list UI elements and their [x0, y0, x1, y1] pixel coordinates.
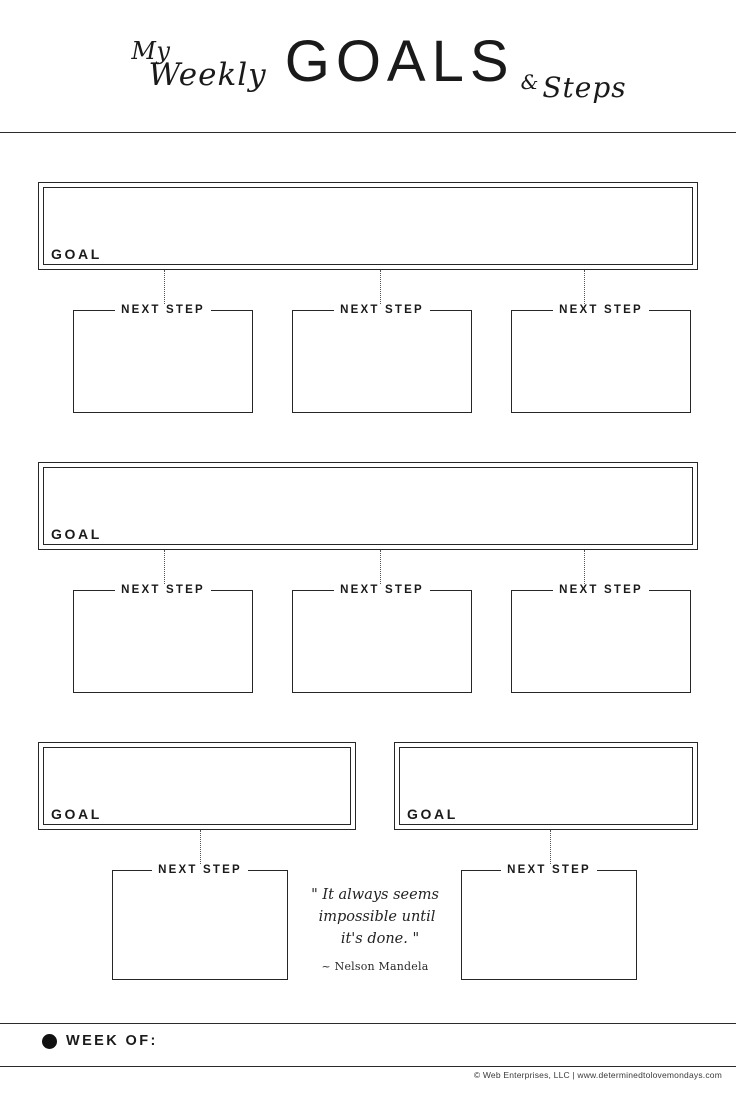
bullet-icon — [42, 1034, 57, 1049]
step-label-2-1 — [74, 583, 252, 598]
step-box-3-1[interactable] — [112, 864, 288, 980]
step-box-1-3[interactable] — [511, 304, 691, 413]
step-box-2-2[interactable] — [292, 584, 472, 693]
title-word-ampersand: & — [520, 70, 539, 94]
step-label-text-1-2: NEXT STEP — [334, 304, 430, 316]
footer-divider — [0, 1023, 736, 1024]
quote-line-1: " It always seems — [311, 887, 439, 903]
goal-box-1-inner-border — [43, 187, 693, 265]
step-box-2-3[interactable] — [511, 584, 691, 693]
goal-box-4[interactable] — [394, 742, 698, 830]
page-header — [0, 0, 736, 133]
step-label-text-2-3: NEXT STEP — [553, 584, 649, 596]
goal-label-2: GOAL — [49, 526, 106, 542]
quote-line-2: impossible until — [318, 909, 436, 925]
goal-box-2[interactable] — [38, 462, 698, 550]
step-box-1-2[interactable] — [292, 304, 472, 413]
quote-block — [300, 884, 450, 978]
goal-label-3: GOAL — [49, 806, 106, 822]
goal-label-1: GOAL — [49, 246, 106, 262]
title-word-goals: GOALS — [284, 29, 515, 94]
step-label-1-3 — [512, 303, 690, 318]
step-label-text-1-3: NEXT STEP — [553, 304, 649, 316]
step-label-text-2-1: NEXT STEP — [115, 584, 211, 596]
step-box-1-1[interactable] — [73, 304, 253, 413]
step-label-2-2 — [293, 583, 471, 598]
week-of-field[interactable] — [42, 1033, 158, 1049]
step-label-3-1 — [113, 863, 287, 878]
quote-author: ~ Nelson Mandela — [321, 960, 429, 973]
goal-box-3[interactable] — [38, 742, 356, 830]
step-label-text-2-2: NEXT STEP — [334, 584, 430, 596]
step-label-text-1-1: NEXT STEP — [115, 304, 211, 316]
title-word-steps: Steps — [542, 71, 627, 104]
step-label-text-4-1: NEXT STEP — [501, 864, 597, 876]
week-of-label: WEEK OF: — [66, 1033, 158, 1049]
title-word-weekly: Weekly — [148, 57, 267, 93]
title-word-my: My — [131, 37, 171, 65]
footer-credit: © Web Enterprises, LLC | www.determinedtolovemondays.com — [473, 1070, 722, 1080]
quote-line-3: it's done. " — [340, 931, 420, 947]
step-label-text-3-1: NEXT STEP — [152, 864, 248, 876]
step-label-1-1 — [74, 303, 252, 318]
step-label-4-1 — [462, 863, 636, 878]
goal-box-1[interactable] — [38, 182, 698, 270]
header-divider — [0, 132, 736, 133]
page-title — [0, 26, 736, 104]
goal-box-2-inner-border — [43, 467, 693, 545]
step-label-2-3 — [512, 583, 690, 598]
step-box-2-1[interactable] — [73, 584, 253, 693]
step-box-4-1[interactable] — [461, 864, 637, 980]
goal-label-4: GOAL — [405, 806, 462, 822]
step-label-1-2 — [293, 303, 471, 318]
